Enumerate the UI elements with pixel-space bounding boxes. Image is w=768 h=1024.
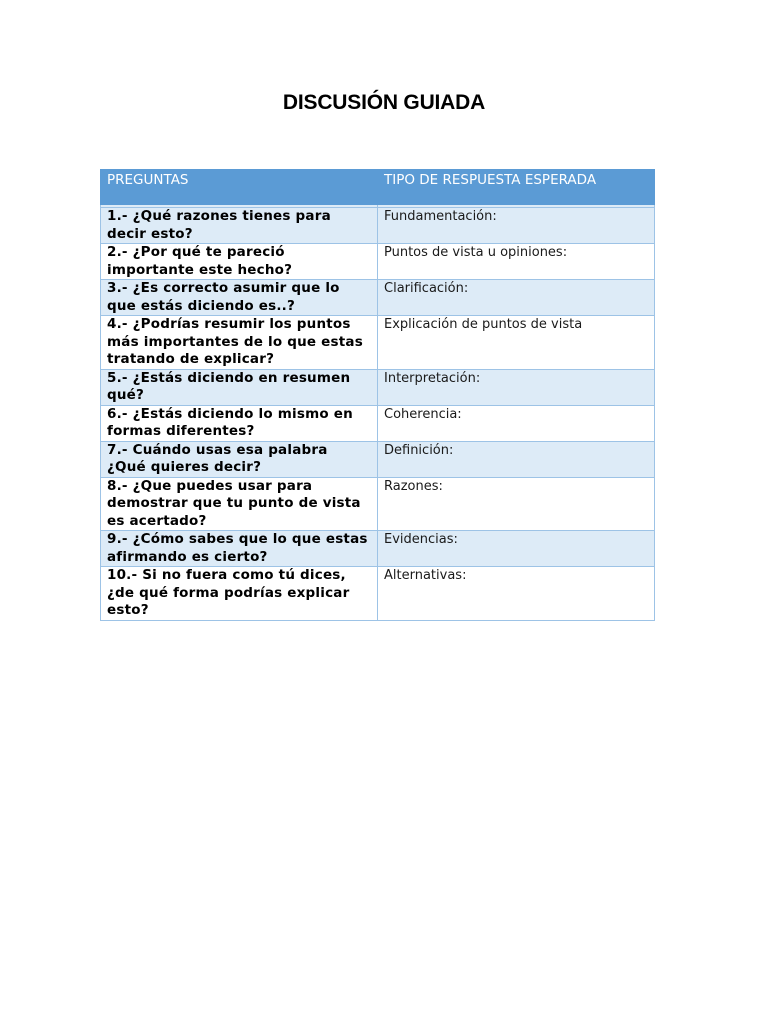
- table-row: [101, 477, 655, 531]
- answer-type-cell: Interpretación:: [378, 369, 655, 405]
- table-header-row: [101, 170, 655, 205]
- table-row: [101, 316, 655, 370]
- answer-type-cell: Evidencias:: [378, 531, 655, 567]
- table-row: [101, 567, 655, 621]
- question-cell: 6.- ¿Estás diciendo lo mismo en formas diferentes?: [101, 405, 378, 441]
- header-tipo-respuesta: TIPO DE RESPUESTA ESPERADA: [378, 170, 655, 205]
- answer-type-cell: Alternativas:: [378, 567, 655, 621]
- questions-table: [100, 169, 655, 621]
- table-row: [101, 369, 655, 405]
- question-cell: 4.- ¿Podrías resumir los puntos más importantes de lo que estas tratando de explicar?: [101, 316, 378, 370]
- question-cell: 10.- Si no fuera como tú dices, ¿de qué forma podrías explicar esto?: [101, 567, 378, 621]
- question-cell: 7.- Cuándo usas esa palabra ¿Qué quieres decir?: [101, 441, 378, 477]
- question-cell: 8.- ¿Que puedes usar para demostrar que tu punto de vista es acertado?: [101, 477, 378, 531]
- answer-type-cell: Razones:: [378, 477, 655, 531]
- question-cell: 2.- ¿Por qué te pareció importante este hecho?: [101, 244, 378, 280]
- answer-type-cell: Puntos de vista u opiniones:: [378, 244, 655, 280]
- table-row: [101, 441, 655, 477]
- answer-type-cell: Coherencia:: [378, 405, 655, 441]
- question-cell: 1.- ¿Qué razones tienes para decir esto?: [101, 208, 378, 244]
- page-title: DISCUSIÓN GUIADA: [282, 91, 486, 114]
- answer-type-cell: Clarificación:: [378, 280, 655, 316]
- table-row: [101, 280, 655, 316]
- table-row: [101, 208, 655, 244]
- answer-type-cell: Fundamentación:: [378, 208, 655, 244]
- question-cell: 9.- ¿Cómo sabes que lo que estas afirmando es cierto?: [101, 531, 378, 567]
- table-row: [101, 531, 655, 567]
- table-row: [101, 405, 655, 441]
- answer-type-cell: Definición:: [378, 441, 655, 477]
- question-cell: 5.- ¿Estás diciendo en resumen qué?: [101, 369, 378, 405]
- question-cell: 3.- ¿Es correcto asumir que lo que estás diciendo es..?: [101, 280, 378, 316]
- answer-type-cell: Explicación de puntos de vista: [378, 316, 655, 370]
- header-preguntas: PREGUNTAS: [101, 170, 378, 205]
- table-row: [101, 244, 655, 280]
